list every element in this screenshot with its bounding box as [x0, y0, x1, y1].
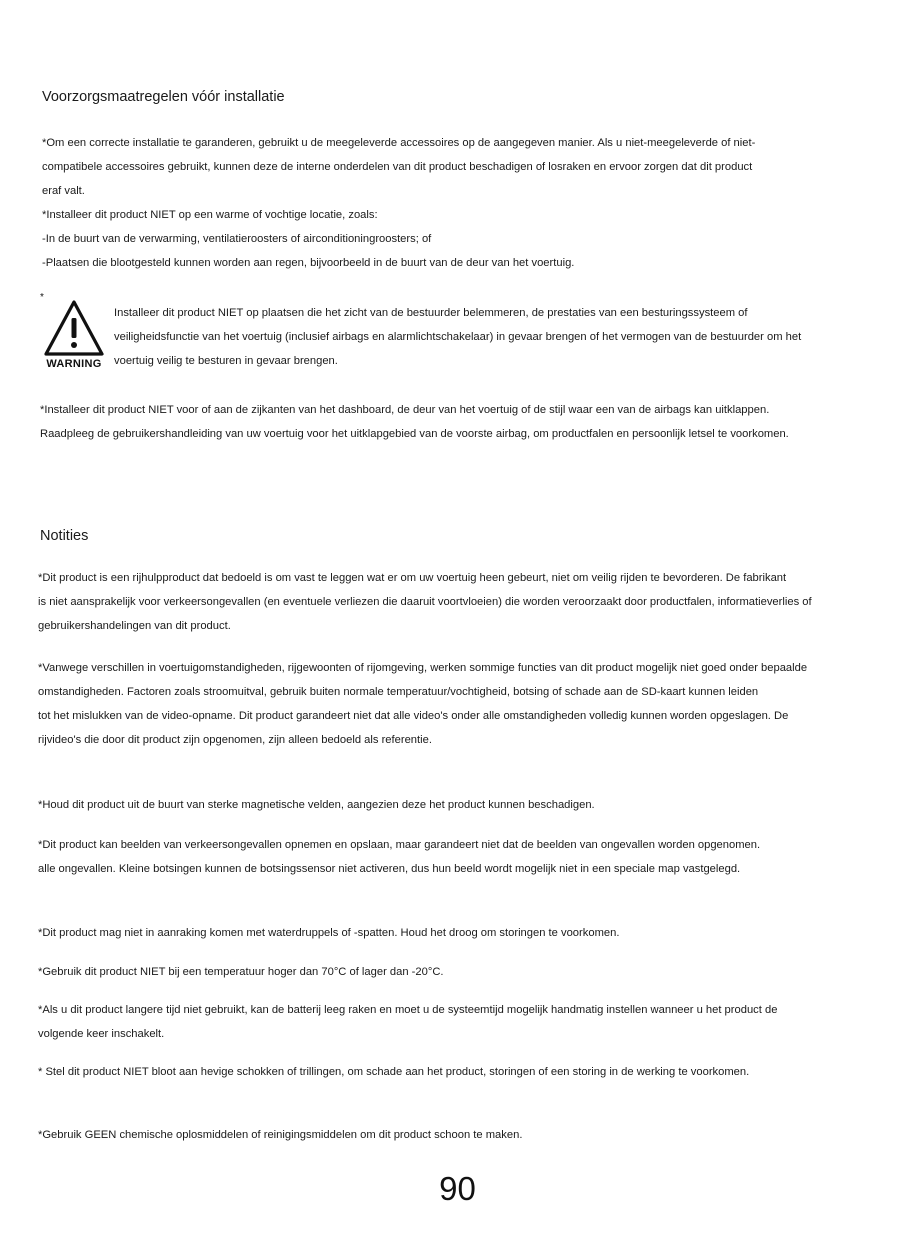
- paragraph-line: *Dit product kan beelden van verkeersongevallen opnemen en opslaan, maar garandeert niet dat de beelden van ongevallen worden opgenomen.: [38, 839, 761, 851]
- paragraph-line: omstandigheden. Factoren zoals stroomuitval, gebruik buiten normale temperatuur/vochtigheid, botsing of schade aan de SD-kaart kunnen leiden: [38, 686, 759, 698]
- warning-line: voertuig veilig te besturen in gevaar brengen.: [114, 355, 338, 367]
- paragraph-line: -Plaatsen die blootgesteld kunnen worden aan regen, bijvoorbeeld in de buurt van de deur van het voertuig.: [42, 257, 575, 269]
- paragraph-line: alle ongevallen. Kleine botsingen kunnen de botsingssensor niet activeren, dus hun beeld wordt mogelijk niet in een speciale map vastgelegd.: [38, 863, 741, 875]
- paragraph-line: *Installeer dit product NIET voor of aan de zijkanten van het dashboard, de deur van het voertuig of de stijl waar een van de airbags kan uitklappen.: [40, 404, 770, 416]
- paragraph-line: *Gebruik GEEN chemische oplosmiddelen of reinigingsmiddelen om dit product schoon te maken.: [38, 1129, 523, 1141]
- paragraph-line: *Als u dit product langere tijd niet gebruikt, kan de batterij leeg raken en moet u de systeemtijd mogelijk handmatig instellen wanneer u het product de: [38, 1004, 778, 1016]
- paragraph-line: volgende keer inschakelt.: [38, 1028, 165, 1040]
- paragraph-line: eraf valt.: [42, 185, 85, 197]
- paragraph-line: Raadpleeg de gebruikershandleiding van uw voertuig voor het uitklapgebied van de voorste airbag, om productfalen en persoonlijk letsel te voorkomen.: [40, 428, 789, 440]
- paragraph-line: rijvideo's die door dit product zijn opgenomen, zijn alleen bedoeld als referentie.: [38, 734, 432, 746]
- section-heading-precautions: Voorzorgsmaatregelen vóór installatie: [42, 89, 285, 105]
- paragraph-line: gebruikershandelingen van dit product.: [38, 620, 231, 632]
- paragraph-line: *Om een correcte installatie te garanderen, gebruikt u de meegeleverde accessoires op de aangegeven manier. Als u niet-meegeleverde of niet-: [42, 137, 756, 149]
- warning-icon: [42, 298, 106, 372]
- paragraph-line: is niet aansprakelijk voor verkeersongevallen (en eventuele verliezen die daaruit voortvloeien) die worden veroorzaakt door productfalen, informatieverlies of: [38, 596, 812, 608]
- warning-triangle-icon: [42, 298, 106, 358]
- paragraph-line: *Gebruik dit product NIET bij een temperatuur hoger dan 70°C of lager dan -20°C.: [38, 966, 444, 978]
- warning-line: Installeer dit product NIET op plaatsen die het zicht van de bestuurder belemmeren, de prestaties van een besturingssysteem of: [114, 307, 748, 319]
- paragraph-line: *Dit product mag niet in aanraking komen met waterdruppels of -spatten. Houd het droog om storingen te voorkomen.: [38, 927, 620, 939]
- paragraph-line: -In de buurt van de verwarming, ventilatieroosters of airconditioningroosters; of: [42, 233, 432, 245]
- warning-label: WARNING: [46, 358, 102, 370]
- page-number: 90: [439, 1170, 476, 1207]
- paragraph-line: *Vanwege verschillen in voertuigomstandigheden, rijgewoonten of rijomgeving, werken sommige functies van dit product mogelijk niet goed onder bepaalde: [38, 662, 808, 674]
- paragraph-line: tot het mislukken van de video-opname. Dit product garandeert niet dat alle video's onder alle omstandigheden volledig kunnen worden opgeslagen. De: [38, 710, 789, 722]
- warning-line: veiligheidsfunctie van het voertuig (inclusief airbags en alarmlichtschakelaar) in gevaar brengen of het vermogen van de bestuurder om het: [114, 331, 802, 343]
- warning-asterisk: *: [40, 292, 44, 303]
- paragraph-line: *Houd dit product uit de buurt van sterke magnetische velden, aangezien deze het product kunnen beschadigen.: [38, 799, 595, 811]
- paragraph-line: compatibele accessoires gebruikt, kunnen deze de interne onderdelen van dit product beschadigen of losraken en ervoor zorgen dat dit product: [42, 161, 753, 173]
- paragraph-line: *Dit product is een rijhulpproduct dat bedoeld is om vast te leggen wat er om uw voertuig heen gebeurt, niet om veilig rijden te bevorderen. De fabrikant: [38, 572, 787, 584]
- paragraph-line: * Stel dit product NIET bloot aan hevige schokken of trillingen, om schade aan het product, storingen of een storing in de werking te voorkomen.: [38, 1066, 750, 1078]
- paragraph-line: *Installeer dit product NIET op een warme of vochtige locatie, zoals:: [42, 209, 378, 221]
- section-heading-notes: Notities: [40, 528, 89, 544]
